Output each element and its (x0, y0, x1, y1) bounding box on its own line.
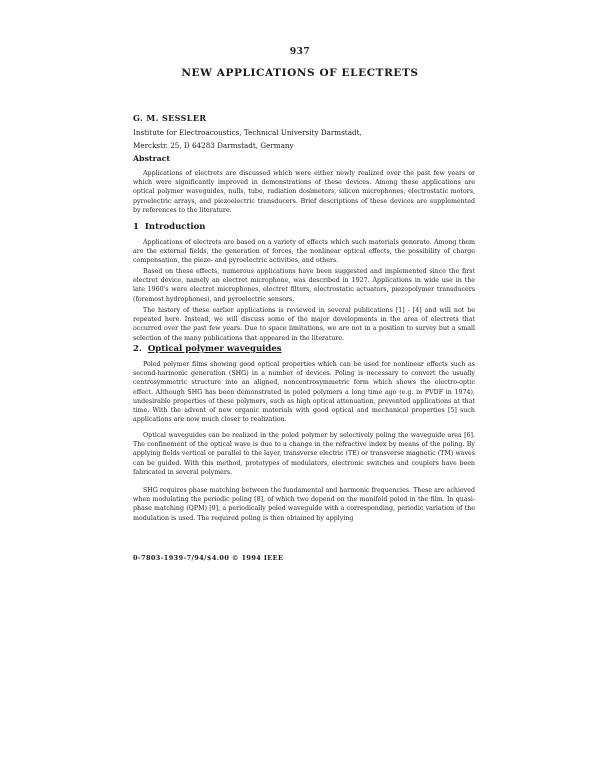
waveguide-paragraph-1: Poled polymer films showing good optical properties which can be used for nonlinear effects such as second-harmonic generation (SHG) in a number of devices. Poling is necessary to convert the usually centrosymmetric structure into an aligned, noncentrosymmetric form which shows the electro-optic effect. Although SHG has been demonstrated in poled polymers a long time ago (e.g. in PVDF in 1974), undesirable properties of these polymers, such as high optical attenuation, prevented applications at that time. With the advent of new organic materials with good optical and mechanical properties [5] such applications are now much closer to realization. (133, 361, 475, 424)
intro-paragraph-1: Applications of electrets are based on a variety of effects which such materials generate. Among them are the external fields, the generation of forces, the nonlinear optical effects, the possibility of charge compensation, the piezo- and pyroelectric activities, and others. (133, 239, 475, 265)
section-1-title: Introduction (144, 222, 206, 232)
waveguide-paragraph-2: Optical waveguides can be realized in the poled polymer by selectively poling the waveguide area [6]. The confinement of the optical wave is due to a change in the refractive index by means of the poling. By applying fields vertical or parallel to the layer, transverse electric (TE) or transverse magnetic (TM) waves can be guided. With this method, prototypes of modulators, electronic switches and couplers have been fabricated in several polymers. (133, 432, 475, 476)
section-2-number: 2. (133, 344, 142, 354)
affiliation (133, 126, 463, 152)
copyright-footer: 0-7803-1939-7/94/$4.00 © 1994 IEEE (133, 554, 284, 562)
intro-paragraph-2: Based on these effects, numerous applications have been suggested and implemented since the first electret device, namely an electret microphone, was described in 1927. Applications in wide use in the late 1960's were electret microphones, electret filters, electrostatic actuators, piezopolymer transducers (foremost hydrophones), and pyroelectric sensors. (133, 268, 475, 303)
section-1-heading (133, 222, 211, 232)
page-number: 937 (289, 47, 311, 57)
intro-paragraph-3: The history of these earlier applications is reviewed in several publications [1] - [4] and will not be repeated here. Instead, we will discuss some of the major developments in the area of electrets that occurred over the past few years. Due to space limitations, we are not in a position to survey but a small selection of the many publications that appeared in the literature. (133, 307, 475, 342)
section-1-number: 1 (133, 222, 139, 232)
abstract-text: Applications of electrets are discussed which were either newly realized over the past few years or which were significantly improved in demonstrations of these devices. Among these applications are optical polymer waveguides, nulls, tube, radiation dosimeters, silicon microphones, electrostatic motors, pyroelectric arrays, and piezoelectric transducers. Brief descriptions of these devices are supplemented by references to the literature. (133, 170, 475, 214)
paper-title: NEW APPLICATIONS OF ELECTRETS (181, 67, 419, 79)
abstract-heading: Abstract (133, 154, 171, 163)
affiliation-line-1: Institute for Electroacoustics, Technical University Darmstadt, (133, 128, 362, 137)
section-2-heading (133, 344, 288, 354)
affiliation-line-2: Merckstr. 25, D 64283 Darmstadt, Germany (133, 141, 294, 150)
section-2-title: Optical polymer waveguides (147, 344, 282, 354)
author-name: G. M. SESSLER (133, 113, 207, 123)
waveguide-paragraph-3: SHG requires phase matching between the fundamental and harmonic frequencies. These are achieved when modulating the periodic poling [8], of which two depend on the manifold poled in the film. In quasi-phase matching (QPM) [9], a periodically poled waveguide with a corresponding, periodic variation of the modulation is used. The required poling is then obtained by applying (133, 487, 475, 522)
